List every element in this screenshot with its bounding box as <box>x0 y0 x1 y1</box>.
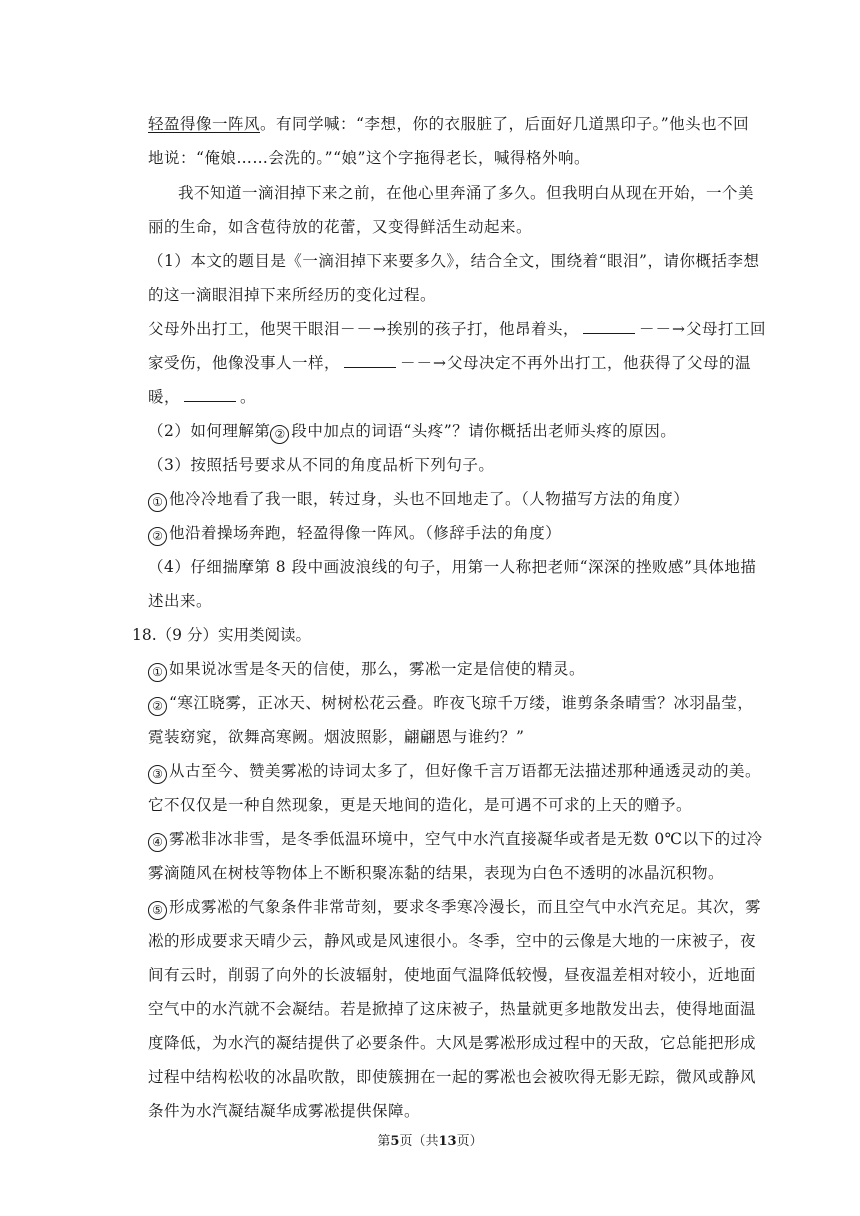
page-total: 13 <box>438 1134 457 1149</box>
q18-paragraph-5-line-4: 空气中的水汽就不会凝结。若是掀掉了这床被子，热量就更多地散发出去，使得地面温 <box>148 1000 757 1018</box>
q18-paragraph-5-line-6: 过程中结构松收的冰晶吹散，即使簇拥在一起的雾凇也会被吹得无影无踪，微风或静风 <box>148 1068 757 1086</box>
question-4-line-2: 述出来。 <box>148 592 213 610</box>
q18-paragraph-4-line-2: 雾滴随风在树枝等物体上不断积聚冻黏的结果，表现为白色不透明的冰晶沉积物。 <box>148 864 725 882</box>
arrow-icon: －－→ <box>340 320 388 338</box>
arrow-icon: －－→ <box>639 320 687 338</box>
page-footer: 第5页（共13页） <box>377 1134 483 1149</box>
q18-paragraph-5-line-1: ⑤ 形成雾凇的气象条件非常苛刻，要求冬季寒冷漫长，而且空气中水汽充足。其次，雾 <box>148 897 738 920</box>
question-1-chain-line-3: 暖， 。 <box>148 388 257 406</box>
question-3-sentence-1: ① 他冷冷地看了我一眼，转过身，头也不回地走了。（人物描写方法的角度） <box>148 489 738 512</box>
question-18-header: 18.（9 分）实用类阅读。 <box>132 626 311 644</box>
circled-number: ① <box>148 663 167 682</box>
question-4-line-1: （4）仔细揣摩第 8 段中画波浪线的句子，用第一人称把老师“深深的挫败感”具体地描 <box>148 558 757 576</box>
answer-blank <box>583 319 635 334</box>
q18-paragraph-3-line-1: ③ 从古至今、赞美雾凇的诗词太多了，但好像千言万语都无法描述那种通透灵动的美。 <box>148 761 738 784</box>
circled-number: ② <box>270 425 289 444</box>
question-3-sentence-2: ② 他沿着操场奔跑，轻盈得像一阵风。（修辞手法的角度） <box>148 523 738 546</box>
arrow-icon: －－→ <box>400 354 448 372</box>
question-3: （3）按照括号要求从不同的角度品析下列句子。 <box>148 456 495 474</box>
q18-paragraph-4-line-1: ④ 雾凇非冰非雪，是冬季低温环境中，空气中水汽直接凝华或者是无数 0℃以下的过冷 <box>148 829 738 852</box>
answer-blank <box>184 387 236 402</box>
circled-number: ③ <box>148 765 167 784</box>
page-number: 5 <box>390 1134 400 1149</box>
q18-paragraph-3-line-2: 它不仅仅是一种自然现象，更是天地间的造化，是可遇不可求的上天的赠予。 <box>148 796 693 814</box>
q18-paragraph-5-line-3: 间有云时，削弱了向外的长波辐射，使地面气温降低较慢，昼夜温差相对较小，近地面 <box>148 966 757 984</box>
question-2: （2）如何理解第 ② 段中加点的词语“头疼”？请你概括出老师头疼的原因。 <box>148 421 738 444</box>
circled-number: ⑤ <box>148 901 167 920</box>
circled-number: ① <box>148 493 167 512</box>
q18-paragraph-1: ① 如果说冰雪是冬天的信使，那么，雾凇一定是信使的精灵。 <box>148 659 738 682</box>
question-1-line-1: （1）本文的题目是《一滴泪掉下来要多久》，结合全文，围绕着“眼泪”，请你概括李想 <box>148 252 760 270</box>
circled-number: ④ <box>148 833 167 852</box>
underlined-phrase: 轻盈得像一阵风 <box>148 115 261 133</box>
question-1-chain-line-2: 家受伤，他像没事人一样， －－→父母决定不再外出打工，他获得了父母的温 <box>148 354 752 372</box>
story-paragraph-2-line-2: 丽的生命，如含苞待放的花蕾，又变得鲜活生动起来。 <box>148 218 533 236</box>
circled-number: ② <box>148 527 167 546</box>
circled-number: ② <box>148 697 167 716</box>
story-paragraph-2-line-1: 我不知道一滴泪掉下来之前，在他心里奔涌了多久。但我明白从现在开始，一个美 <box>178 184 755 202</box>
q18-paragraph-5-line-2: 凇的形成要求天晴少云，静风或是风速很小。冬季，空中的云像是大地的一床被子，夜 <box>148 932 757 950</box>
answer-blank <box>344 353 396 368</box>
question-1-line-2: 的这一滴眼泪掉下来所经历的变化过程。 <box>148 286 437 304</box>
q18-paragraph-5-line-5: 度降低，为水汽的凝结提供了必要条件。大风是雾凇形成过程中的天敌，它总能把形成 <box>148 1034 757 1052</box>
q18-paragraph-2-line-2: 霓装窈窕，欲舞高寒阙。烟波照影，翩翩恩与谁约？” <box>148 728 525 746</box>
question-1-chain-line-1: 父母外出打工，他哭干眼泪－－→挨别的孩子打，他昂着头， －－→父母打工回 <box>148 320 767 338</box>
q18-paragraph-5-line-7: 条件为水汽凝结凝华成雾凇提供保障。 <box>148 1102 421 1120</box>
story-paragraph-1-line-2: 地说：“俺娘……会洗的。”“娘”这个字拖得老长，喊得格外响。 <box>148 149 590 167</box>
q18-paragraph-2-line-1: ② “寒江晓雾，正冰天、树树松花云叠。昨夜飞琼千万缕，谁剪条条晴雪？冰羽晶莹， <box>148 693 738 716</box>
story-paragraph-1-line-1: 轻盈得像一阵风。有同学喊：“李想，你的衣服脏了，后面好几道黑印子。”他头也不回 <box>148 115 750 133</box>
